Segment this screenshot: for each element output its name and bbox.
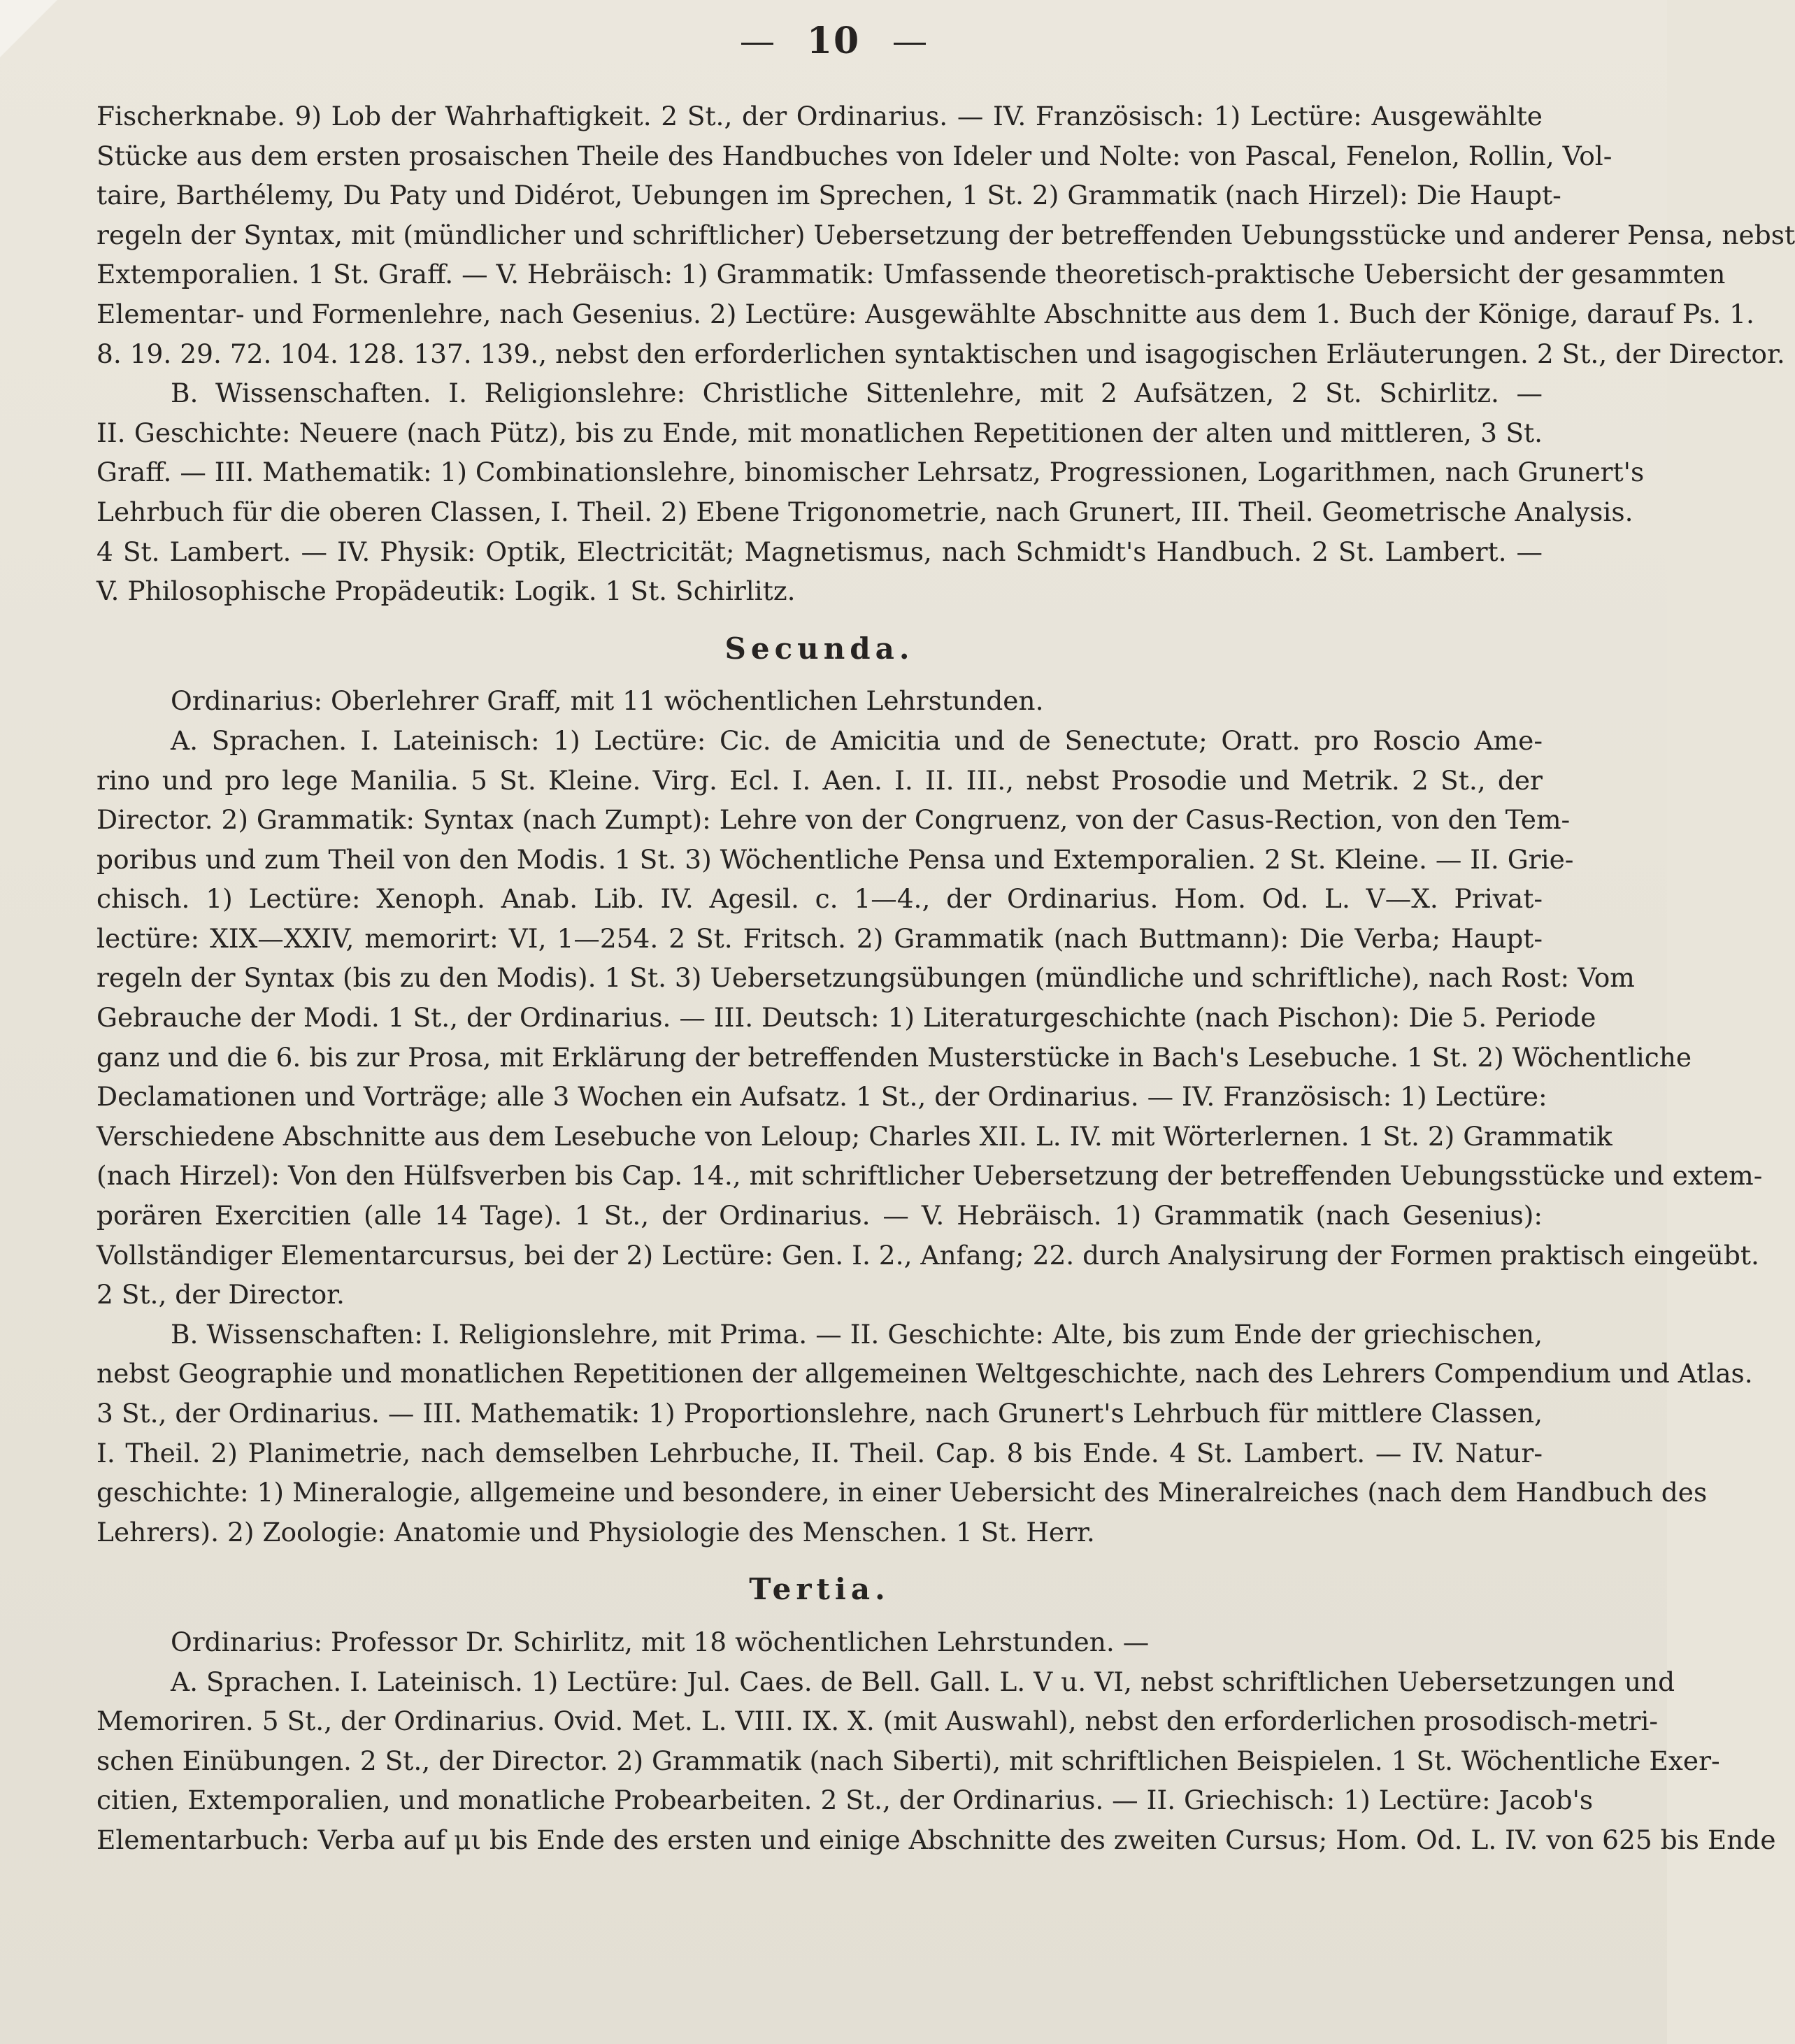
body-text [96,97,1795,1860]
dash-right [894,43,926,45]
page-number-header [0,20,1667,62]
text-line: Graff. — III. Mathematik: 1) Combinationslehre, binomischer Lehrsatz, Progressionen, Logarithmen, nach Grunert's [96,457,1645,488]
text-line: regeln der Syntax (bis zu den Modis). 1 St. 3) Uebersetzungsübungen (mündliche und schriftliche), nach Rost: Vom [96,962,1635,994]
text-line: Memoriren. 5 St., der Ordinarius. Ovid. Met. L. VIII. IX. X. (mit Auswahl), nebst den erforderlichen prosodisch-metri- [96,1706,1659,1737]
text-line: 8. 19. 29. 72. 104. 128. 137. 139., nebst den erforderlichen syntaktischen und isagogischen Erläuterungen. 2 St., der Director. [96,338,1785,369]
text-line: B. Wissenschaften. I. Religionslehre: Christliche Sittenlehre, mit 2 Aufsätzen, 2 St. Schirlitz. — [171,378,1543,409]
text-line: Lehrers). 2) Zoologie: Anatomie und Physiologie des Menschen. 1 St. Herr. [96,1516,1095,1548]
text-line: regeln der Syntax, mit (mündlicher und schriftlicher) Uebersetzung der betreffenden Uebungsstücke und anderer Pensa, nebst [96,219,1795,250]
text-line: Vollständiger Elementarcursus, bei der 2) Lectüre: Gen. I. 2., Anfang; 22. durch Analysirung der Formen praktisch eingeübt. [96,1239,1759,1271]
text-line: Elementar- und Formenlehre, nach Gesenius. 2) Lectüre: Ausgewählte Abschnitte aus dem 1. Buch der Könige, darauf Ps. 1. [96,298,1754,329]
text-line: Extemporalien. 1 St. Graff. — V. Hebräisch: 1) Grammatik: Umfassende theoretisch-praktische Uebersicht der gesammten [96,259,1726,290]
dash-left [741,43,773,45]
text-line: porären Exercitien (alle 14 Tage). 1 St., der Ordinarius. — V. Hebräisch. 1) Grammatik (nach Gesenius): [96,1200,1543,1231]
text-line: II. Geschichte: Neuere (nach Pütz), bis zu Ende, mit monatlichen Repetitionen der alten und mittleren, 3 St. [96,417,1543,448]
text-line: Fischerknabe. 9) Lob der Wahrhaftigkeit. 2 St., der Ordinarius. — IV. Französisch: 1) Lectüre: Ausgewählte [96,101,1543,131]
text-line: Elementarbuch: Verba auf μι bis Ende des ersten und einige Abschnitte des zweiten Cursus; Hom. Od. L. IV. von 625 bis Ende [96,1824,1776,1855]
text-line: taire, Barthélemy, Du Paty und Didérot, Uebungen im Sprechen, 1 St. 2) Grammatik (nach Hirzel): Die Haupt- [96,180,1561,211]
text-line: Verschiedene Abschnitte aus dem Lesebuche von Leloup; Charles XII. L. IV. mit Wörterlernen. 1 St. 2) Grammatik [96,1120,1612,1152]
text-line: A. Sprachen. I. Lateinisch: 1) Lectüre: Cic. de Amicitia und de Senectute; Oratt. pro Roscio Ame- [171,724,1543,756]
text-line: B. Wissenschaften: I. Religionslehre, mit Prima. — II. Geschichte: Alte, bis zum Ende der griechischen, [171,1318,1543,1350]
text-line: nebst Geographie und monatlichen Repetitionen der allgemeinen Weltgeschichte, nach des Lehrers Compendium und Atlas. [96,1358,1753,1389]
text-line: (nach Hirzel): Von den Hülfsverben bis Cap. 14., mit schriftlicher Uebersetzung der betreffenden Uebungsstücke und extem- [96,1160,1763,1192]
text-line: ganz und die 6. bis zur Prosa, mit Erklärung der betreffenden Musterstücke in Bach's Lesebuche. 1 St. 2) Wöchentliche [96,1041,1692,1073]
text-line: poribus und zum Theil von den Modis. 1 St. 3) Wöchentliche Pensa und Extemporalien. 2 St. Kleine. — II. Grie- [96,843,1574,875]
text-line: rino und pro lege Manilia. 5 St. Kleine. Virg. Ecl. I. Aen. I. II. III., nebst Prosodie und Metrik. 2 St., der [96,764,1543,796]
text-line: schen Einübungen. 2 St., der Director. 2) Grammatik (nach Siberti), mit schriftlichen Beispielen. 1 St. Wöchentliche Exer- [96,1745,1720,1776]
text-line: Gebrauche der Modi. 1 St., der Ordinarius. — III. Deutsch: 1) Literaturgeschichte (nach Pischon): Die 5. Periode [96,1002,1596,1034]
text-line: 4 St. Lambert. — IV. Physik: Optik, Electricität; Magnetismus, nach Schmidt's Handbuch. 2 St. Lambert. — [96,536,1543,567]
text-line: Declamationen und Vorträge; alle 3 Wochen ein Aufsatz. 1 St., der Ordinarius. — IV. Französisch: 1) Lectüre: [96,1081,1547,1113]
page-number: 10 [806,20,861,62]
text-line: Ordinarius: Oberlehrer Graff, mit 11 wöchentlichen Lehrstunden. [171,685,1044,717]
text-line: V. Philosophische Propädeutik: Logik. 1 St. Schirlitz. [96,576,796,607]
text-line: geschichte: 1) Mineralogie, allgemeine und besondere, in einer Uebersicht des Mineralreiches (nach dem Handbuch des [96,1477,1708,1508]
text-line: Lehrbuch für die oberen Classen, I. Theil. 2) Ebene Trigonometrie, nach Grunert, III. Theil. Geometrische Analysis. [96,496,1633,527]
text-line: I. Theil. 2) Planimetrie, nach demselben Lehrbuche, II. Theil. Cap. 8 bis Ende. 4 St. Lambert. — IV. Natur- [96,1437,1543,1468]
tertia-section [96,1622,1776,1860]
text-line: Stücke aus dem ersten prosaischen Theile des Handbuches von Ideler und Nolte: von Pascal, Fenelon, Rollin, Vol- [96,140,1612,171]
text-line: A. Sprachen. I. Lateinisch. 1) Lectüre: Jul. Caes. de Bell. Gall. L. V u. VI, nebst schriftlichen Uebersetzungen und [171,1666,1675,1697]
text-line: citien, Extemporalien, und monatliche Probearbeiten. 2 St., der Ordinarius. — II. Griechisch: 1) Lectüre: Jacob's [96,1785,1594,1816]
text-line: Director. 2) Grammatik: Syntax (nach Zumpt): Lehre von der Congruenz, von der Casus-Rection, von den Tem- [96,804,1571,836]
prima-section [96,97,1795,611]
text-line: Ordinarius: Professor Dr. Schirlitz, mit 18 wöchentlichen Lehrstunden. — [171,1626,1150,1657]
text-line: chisch. 1) Lectüre: Xenoph. Anab. Lib. IV. Agesil. c. 1—4., der Ordinarius. Hom. Od. L. V—X. Privat- [96,883,1543,915]
section-heading-tertia: Tertia. [749,1572,890,1607]
text-line: 3 St., der Ordinarius. — III. Mathematik: 1) Proportionslehre, nach Grunert's Lehrbuch für mittlere Classen, [96,1398,1543,1429]
text-line: 2 St., der Director. [96,1279,345,1310]
section-heading-secunda: Secunda. [724,631,915,666]
text-line: lectüre: XIX—XXIV, memorirt: VI, 1—254. 2 St. Fritsch. 2) Grammatik (nach Buttmann): Die Verba; Haupt- [96,922,1543,954]
secunda-section [96,681,1763,1552]
